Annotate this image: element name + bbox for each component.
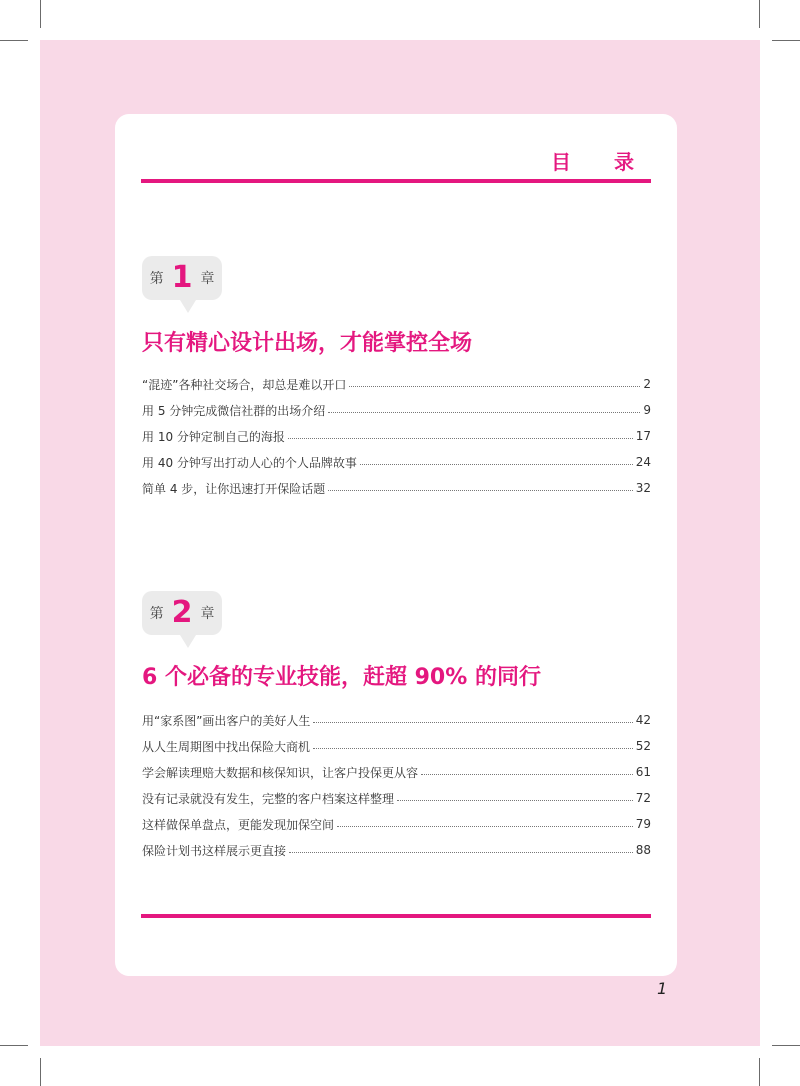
toc-entry[interactable] bbox=[142, 707, 651, 733]
entry-page: 32 bbox=[635, 481, 651, 495]
bottom-rule bbox=[141, 914, 651, 918]
crop-mark-top-right-v bbox=[759, 0, 760, 28]
entry-page: 42 bbox=[635, 713, 651, 727]
toc-entry[interactable] bbox=[142, 759, 651, 785]
dot-leader bbox=[328, 411, 640, 413]
dot-leader bbox=[360, 463, 633, 465]
dot-leader bbox=[337, 825, 633, 827]
dot-leader bbox=[421, 773, 633, 775]
crop-mark-top-left-v bbox=[40, 0, 41, 28]
chapter-1-number: 1 bbox=[171, 260, 193, 295]
dot-leader bbox=[397, 799, 633, 801]
entry-page: 52 bbox=[635, 739, 651, 753]
badge-word-pre: 第 bbox=[149, 271, 164, 287]
toc-entry[interactable] bbox=[142, 733, 651, 759]
toc-entry[interactable] bbox=[142, 837, 651, 863]
crop-mark-bottom-left-h bbox=[0, 1045, 28, 1046]
toc-entry[interactable] bbox=[142, 449, 651, 475]
dot-leader bbox=[313, 721, 632, 723]
dot-leader bbox=[349, 385, 640, 387]
toc-entry[interactable] bbox=[142, 397, 651, 423]
entry-label: 学会解读理赔大数据和核保知识，让客户投保更从容 bbox=[142, 765, 419, 780]
crop-mark-top-right-h bbox=[772, 40, 800, 41]
entry-page: 24 bbox=[635, 455, 651, 469]
entry-label: 简单 4 步，让你迅速打开保险话题 bbox=[142, 481, 326, 496]
entry-page: 79 bbox=[635, 817, 651, 831]
entry-label: 这样做保单盘点，更能发现加保空间 bbox=[142, 817, 335, 832]
page-number: 1 bbox=[657, 979, 668, 998]
dot-leader bbox=[289, 851, 633, 853]
entry-label: 从人生周期图中找出保险大商机 bbox=[142, 739, 311, 754]
entry-label: 用“家系图”画出客户的美好人生 bbox=[142, 713, 311, 728]
toc-entry[interactable] bbox=[142, 371, 651, 397]
entry-page: 9 bbox=[643, 403, 651, 417]
crop-mark-bottom-right-h bbox=[772, 1045, 800, 1046]
badge-word-post: 章 bbox=[200, 606, 215, 622]
dot-leader bbox=[328, 489, 632, 491]
dot-leader bbox=[288, 437, 633, 439]
entry-label: “混迹”各种社交场合，却总是难以开口 bbox=[142, 377, 347, 392]
chapter-2-title: 6 个必备的专业技能，赶超 90% 的同行 bbox=[142, 665, 541, 690]
chapter-2-badge bbox=[142, 591, 222, 635]
crop-mark-bottom-right-v bbox=[759, 1058, 760, 1086]
entry-label: 保险计划书这样展示更直接 bbox=[142, 843, 287, 858]
toc-card bbox=[115, 114, 677, 976]
badge-word-pre: 第 bbox=[149, 606, 164, 622]
toc-entry[interactable] bbox=[142, 475, 651, 501]
toc-entry[interactable] bbox=[142, 423, 651, 449]
dot-leader bbox=[313, 747, 633, 749]
chapter-1-entries bbox=[142, 371, 651, 501]
toc-title: 目 录 bbox=[551, 150, 652, 174]
entry-page: 72 bbox=[635, 791, 651, 805]
entry-label: 用 10 分钟定制自己的海报 bbox=[142, 429, 285, 444]
badge-word-post: 章 bbox=[200, 271, 215, 287]
entry-label: 没有记录就没有发生，完整的客户档案这样整理 bbox=[142, 791, 395, 806]
chapter-2-entries bbox=[142, 707, 651, 863]
toc-entry[interactable] bbox=[142, 811, 651, 837]
chapter-2-number: 2 bbox=[171, 595, 193, 630]
crop-mark-top-left-h bbox=[0, 40, 28, 41]
toc-entry[interactable] bbox=[142, 785, 651, 811]
chapter-1-badge bbox=[142, 256, 222, 300]
entry-label: 用 5 分钟完成微信社群的出场介绍 bbox=[142, 403, 326, 418]
crop-mark-bottom-left-v bbox=[40, 1058, 41, 1086]
entry-page: 88 bbox=[635, 843, 651, 857]
chapter-1-title: 只有精心设计出场，才能掌控全场 bbox=[142, 331, 473, 356]
entry-page: 17 bbox=[635, 429, 651, 443]
entry-page: 61 bbox=[635, 765, 651, 779]
entry-page: 2 bbox=[643, 377, 651, 391]
entry-label: 用 40 分钟写出打动人心的个人品牌故事 bbox=[142, 455, 357, 470]
top-rule bbox=[141, 179, 651, 183]
